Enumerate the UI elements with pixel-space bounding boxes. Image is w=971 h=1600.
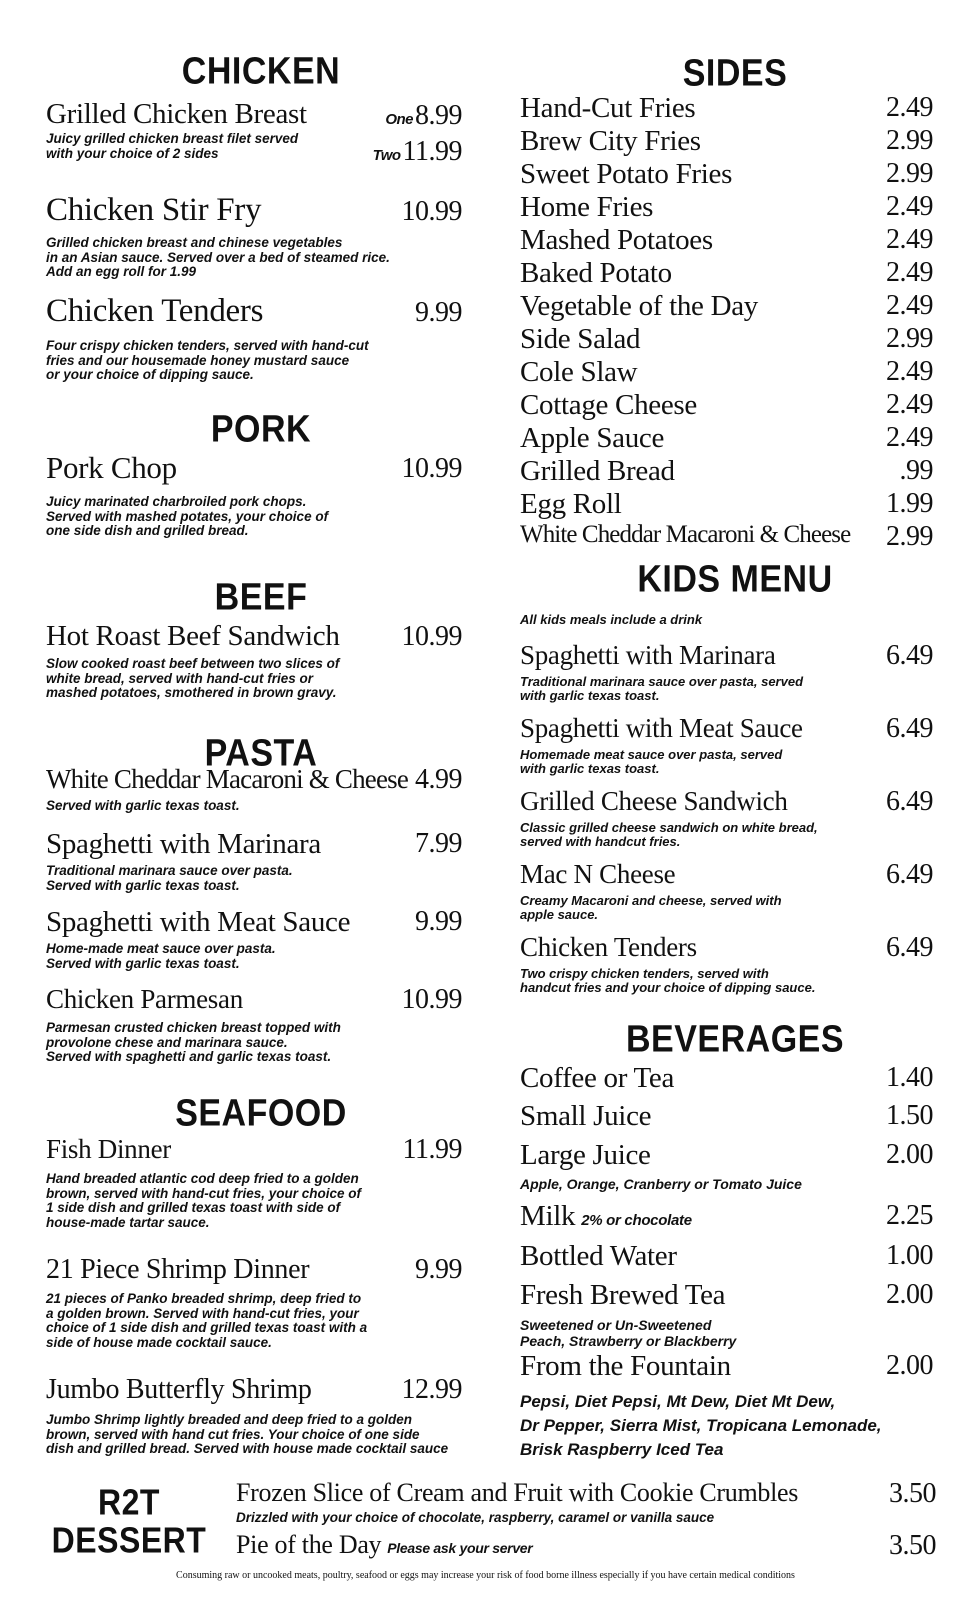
item-description: Two crispy chicken tenders, served with handcut fries and your choice of dipping sauce.	[520, 966, 816, 995]
side-price: 2.49	[886, 257, 933, 288]
menu-item-chicken-stir-fry	[46, 192, 462, 282]
menu-item-butterfly-shrimp	[46, 1374, 462, 1464]
item-name: Milk	[520, 1200, 576, 1232]
item-name: Bottled Water	[520, 1240, 677, 1272]
side-name: Side Salad	[520, 323, 641, 355]
menu-item-chicken-tenders	[46, 293, 462, 383]
sides-list	[520, 92, 933, 552]
side-item	[520, 158, 933, 190]
side-name: Home Fries	[520, 191, 654, 223]
item-price: 3.50	[889, 1530, 936, 1561]
item-description: Home-made meat sauce over pasta. Served with garlic texas toast.	[46, 941, 276, 971]
side-price: 2.99	[886, 158, 933, 189]
item-name: Coffee or Tea	[520, 1062, 675, 1094]
side-item	[520, 389, 933, 421]
menu-item-chicken-parmesan	[46, 984, 462, 1064]
section-title-beverages: BEVERAGES	[626, 1017, 844, 1061]
item-name: Small Juice	[520, 1100, 652, 1132]
item-description: Hand breaded atlantic cod deep fried to a golden brown, served with hand-cut fries, your choice of 1 side dish and grilled texas toast with side of house-made tartar sauce.	[46, 1171, 362, 1230]
side-item	[520, 356, 933, 388]
item-name: Spaghetti with Marinara	[520, 640, 776, 670]
side-name: Baked Potato	[520, 257, 672, 289]
side-price: 2.99	[886, 521, 933, 552]
beverage-milk	[520, 1200, 933, 1236]
side-price: 2.99	[886, 125, 933, 156]
item-description: 21 pieces of Panko breaded shrimp, deep fried to a golden brown. Served with hand-cut fries, your choice of 1 side dish and grilled texas toast with a side of house made cocktail sauce.	[46, 1291, 368, 1350]
item-price: 6.49	[886, 859, 933, 890]
item-description: Juicy grilled chicken breast filet served with your choice of 2 sides	[46, 131, 299, 161]
item-price: 6.49	[886, 932, 933, 963]
side-price: 2.49	[886, 92, 933, 123]
item-name: Grilled Chicken Breast	[46, 98, 307, 130]
item-name: Jumbo Butterfly Shrimp	[46, 1374, 312, 1405]
item-price: 7.99	[415, 828, 462, 859]
item-price: 10.99	[401, 196, 462, 227]
item-price: 3.50	[889, 1478, 936, 1509]
item-name: Large Juice	[520, 1139, 651, 1171]
item-name: Chicken Parmesan	[46, 984, 243, 1014]
item-description: Grilled chicken breast and chinese vegetables in an Asian sauce. Served over a bed of steamed rice. Add an egg roll for 1.99	[46, 235, 390, 279]
item-name: Fresh Brewed Tea	[520, 1279, 726, 1311]
item-name: Chicken Stir Fry	[46, 192, 262, 228]
side-price: 2.49	[886, 356, 933, 387]
footer-disclaimer: Consuming raw or uncooked meats, poultry, seafood or eggs may increase your risk of food borne illness especially if you have certain medical conditions	[176, 1570, 795, 1581]
side-price: 2.49	[886, 290, 933, 321]
item-price: 9.99	[415, 1254, 462, 1285]
item-description: Apple, Orange, Cranberry or Tomato Juice	[520, 1176, 802, 1192]
item-name: Pork Chop	[46, 450, 177, 485]
item-name: Mac N Cheese	[520, 859, 676, 889]
item-description: Sweetened or Un-Sweetened Peach, Strawberry or Blackberry	[520, 1317, 737, 1349]
menu-item-fish-dinner	[46, 1134, 462, 1234]
kids-item	[520, 640, 933, 710]
side-item	[520, 323, 933, 355]
item-description: Creamy Macaroni and cheese, served with apple sauce.	[520, 893, 782, 922]
side-price: 2.49	[886, 389, 933, 420]
section-title-beef: BEEF	[214, 575, 308, 619]
side-name: Vegetable of the Day	[520, 290, 758, 322]
item-price: 6.49	[886, 713, 933, 744]
side-item	[520, 224, 933, 256]
beverage-small-juice	[520, 1100, 933, 1136]
side-price: 2.49	[886, 224, 933, 255]
item-description: Traditional marinara sauce over pasta. Served with garlic texas toast.	[46, 863, 293, 893]
item-name: Fish Dinner	[46, 1134, 171, 1164]
section-title-pork: PORK	[210, 407, 312, 451]
kids-menu-note: All kids meals include a drink	[520, 612, 703, 627]
side-item	[520, 257, 933, 289]
item-name: Grilled Cheese Sandwich	[520, 786, 788, 816]
menu-item-pasta-meat-sauce	[46, 906, 462, 971]
beverage-coffee-tea	[520, 1062, 933, 1098]
item-name: Spaghetti with Meat Sauce	[520, 713, 803, 743]
side-price: 2.49	[886, 422, 933, 453]
menu-item-pasta-marinara	[46, 828, 462, 893]
item-name: 21 Piece Shrimp Dinner	[46, 1254, 310, 1285]
side-price: .99	[899, 455, 933, 486]
side-item	[520, 521, 933, 553]
menu-item-hot-roast-beef	[46, 620, 462, 700]
kids-item	[520, 859, 933, 929]
item-name: White Cheddar Macaroni & Cheese	[46, 764, 409, 794]
side-price: 2.99	[886, 323, 933, 354]
option-label: One	[385, 111, 413, 128]
item-name: Hot Roast Beef Sandwich	[46, 620, 340, 652]
side-item	[520, 422, 933, 454]
beverage-bottled-water	[520, 1240, 933, 1276]
side-name: Cottage Cheese	[520, 389, 697, 421]
side-item	[520, 191, 933, 223]
kids-item	[520, 786, 933, 856]
kids-item	[520, 932, 933, 1002]
item-price: 2.00	[886, 1279, 933, 1310]
item-price: 9.99	[415, 297, 462, 328]
item-price: 1.50	[886, 1100, 933, 1131]
item-name: Pie of the Day	[236, 1530, 382, 1559]
side-name: Cole Slaw	[520, 356, 638, 388]
side-name: Sweet Potato Fries	[520, 158, 733, 190]
side-name: Apple Sauce	[520, 422, 665, 454]
side-item	[520, 488, 933, 520]
menu-item-pasta-mac	[46, 764, 462, 814]
item-description: Slow cooked roast beef between two slices of white bread, served with hand-cut fries or mashed potatoes, smothered in brown gravy.	[46, 656, 340, 700]
item-description: Pepsi, Diet Pepsi, Mt Dew, Diet Mt Dew, Dr Pepper, Sierra Mist, Tropicana Lemonade, Brisk Raspberry Iced Tea	[520, 1392, 882, 1459]
kids-item	[520, 713, 933, 783]
dessert-frozen-slice	[236, 1478, 936, 1528]
menu-item-pork-chop	[46, 450, 462, 540]
section-title-r2t: R2T	[98, 1481, 160, 1523]
side-name: Grilled Bread	[520, 455, 675, 487]
item-price: 9.99	[415, 906, 462, 937]
item-price: 10.99	[401, 453, 462, 484]
side-price: 2.49	[886, 191, 933, 222]
item-name: Chicken Tenders	[46, 293, 264, 329]
item-name: From the Fountain	[520, 1350, 731, 1382]
side-name: Egg Roll	[520, 488, 622, 520]
item-price: 8.99	[415, 100, 462, 131]
item-price: 6.49	[886, 786, 933, 817]
beverage-fountain	[520, 1350, 933, 1460]
item-price: 6.49	[886, 640, 933, 671]
kids-list	[520, 640, 933, 1010]
side-name: White Cheddar Macaroni & Cheese	[520, 521, 851, 548]
item-description: Four crispy chicken tenders, served with hand-cut fries and our housemade honey mustard sauce or your choice of dipping sauce.	[46, 338, 369, 382]
section-title-pasta: PASTA	[204, 731, 318, 775]
item-price: 1.40	[886, 1062, 933, 1093]
beverage-fresh-brewed-tea	[520, 1279, 933, 1351]
section-title-dessert: DESSERT	[51, 1519, 207, 1561]
item-price: 4.99	[415, 764, 462, 795]
item-description: Drizzled with your choice of chocolate, raspberry, caramel or vanilla sauce	[236, 1510, 715, 1525]
dessert-pie-of-the-day	[236, 1530, 936, 1566]
side-name: Brew City Fries	[520, 125, 701, 157]
item-description: Jumbo Shrimp lightly breaded and deep fried to a golden brown, served with hand cut fries. Your choice of one side dish and grilled bread. Served with house made cocktail sauce	[46, 1412, 449, 1456]
item-price: 10.99	[401, 621, 462, 652]
item-description: Parmesan crusted chicken breast topped with provolone chese and marinara sauce. Served with spaghetti and garlic texas toast.	[46, 1020, 341, 1064]
section-title-chicken: CHICKEN	[181, 49, 341, 93]
beverage-large-juice	[520, 1139, 933, 1197]
section-title-sides: SIDES	[682, 51, 788, 95]
menu-item-grilled-chicken	[46, 98, 462, 173]
item-note: Please ask your server	[387, 1540, 533, 1556]
item-note: 2% or chocolate	[581, 1212, 692, 1229]
side-name: Mashed Potatoes	[520, 224, 713, 256]
item-price: 12.99	[401, 1374, 462, 1405]
side-name: Hand-Cut Fries	[520, 92, 696, 124]
item-price: 11.99	[402, 1134, 462, 1165]
option-label: Two	[372, 147, 401, 164]
item-name: Frozen Slice of Cream and Fruit with Cookie Crumbles	[236, 1478, 799, 1507]
section-title-seafood: SEAFOOD	[175, 1091, 347, 1135]
side-price: 1.99	[886, 488, 933, 519]
item-price: 2.00	[886, 1350, 933, 1381]
item-description: Classic grilled cheese sandwich on white bread, served with handcut fries.	[520, 820, 818, 849]
item-name: Chicken Tenders	[520, 932, 697, 962]
item-price: 10.99	[401, 984, 462, 1015]
side-item	[520, 125, 933, 157]
item-description: Traditional marinara sauce over pasta, served with garlic texas toast.	[520, 674, 804, 703]
item-price: 2.00	[886, 1139, 933, 1170]
item-price: 11.99	[402, 136, 462, 167]
menu-item-shrimp-dinner	[46, 1254, 462, 1354]
item-price: 1.00	[886, 1240, 933, 1271]
item-name: Spaghetti with Meat Sauce	[46, 906, 351, 938]
side-item	[520, 290, 933, 322]
side-item	[520, 455, 933, 487]
side-item	[520, 92, 933, 124]
section-title-kids-menu: KIDS MENU	[637, 557, 833, 601]
item-price: 2.25	[886, 1200, 933, 1231]
item-description: Served with garlic texas toast.	[46, 798, 240, 813]
item-name: Spaghetti with Marinara	[46, 828, 321, 860]
item-description: Juicy marinated charbroiled pork chops. Served with mashed potates, your choice of one side dish and grilled bread.	[46, 494, 329, 538]
item-description: Homemade meat sauce over pasta, served with garlic texas toast.	[520, 747, 783, 776]
